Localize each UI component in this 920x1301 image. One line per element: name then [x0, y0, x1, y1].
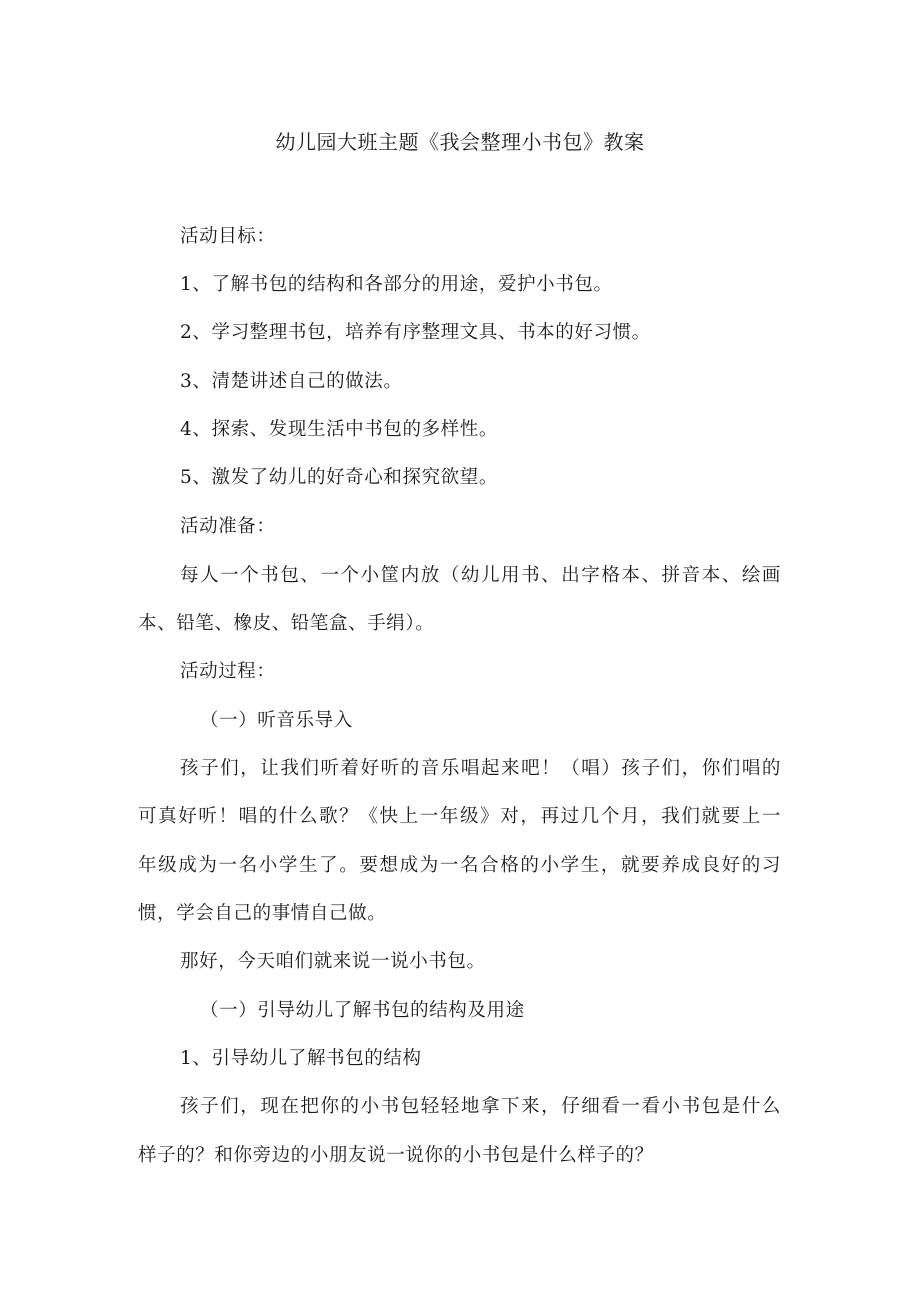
goal-item: 3、清楚讲述自己的做法。: [180, 371, 403, 392]
goal-item: 5、激发了幼儿的好奇心和探究欲望。: [180, 467, 498, 488]
goal-item: 4、探索、发现生活中书包的多样性。: [180, 419, 498, 440]
paragraph-line: 年级成为一名小学生了。要想成为一名合格的小学生，就要养成良好的习: [138, 855, 781, 876]
prep-heading: 活动准备：: [180, 516, 276, 537]
goals-heading: 活动目标：: [180, 226, 276, 247]
document-title: 幼儿园大班主题《我会整理小书包》教案: [275, 130, 645, 154]
process-heading: 活动过程：: [180, 661, 276, 682]
section1-closing: 那好，今天咱们就来说一说小书包。: [180, 951, 486, 972]
section1-heading: （一）听音乐导入: [200, 710, 353, 731]
prep-line: 本、铅笔、橡皮、铅笔盒、手绢）。: [138, 613, 435, 634]
paragraph-line: 孩子们，现在把你的小书包轻轻地拿下来，仔细看一看小书包是什么: [180, 1096, 781, 1117]
section2-heading: （一）引导幼儿了解书包的结构及用途: [200, 1000, 525, 1021]
paragraph-line: 惯，学会自己的事情自己做。: [138, 903, 387, 924]
prep-line: 每人一个书包、一个小筐内放（幼儿用书、出字格本、拼音本、绘画: [180, 565, 781, 586]
paragraph-line: 可真好听！唱的什么歌？《快上一年级》对，再过几个月，我们就要上一: [138, 806, 781, 827]
paragraph-line: 样子的？和你旁边的小朋友说一说你的小书包是什么样子的？: [138, 1145, 654, 1166]
section2-subheading: 1、引导幼儿了解书包的结构: [180, 1048, 422, 1069]
goal-item: 2、学习整理书包，培养有序整理文具、书本的好习惯。: [180, 322, 651, 343]
paragraph-line: 孩子们，让我们听着好听的音乐唱起来吧！（唱）孩子们，你们唱的: [180, 758, 781, 779]
goal-item: 1、了解书包的结构和各部分的用途，爱护小书包。: [180, 274, 613, 295]
